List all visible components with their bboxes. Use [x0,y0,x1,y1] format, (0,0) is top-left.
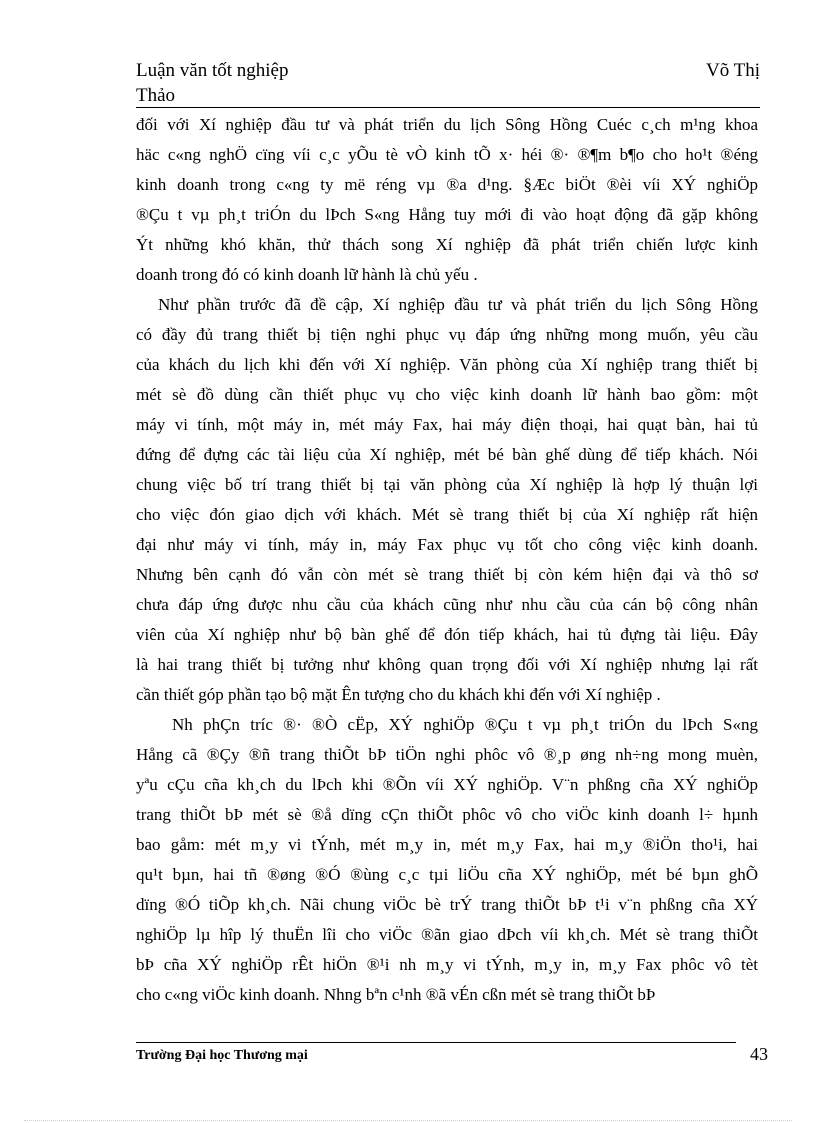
text-line: nghiÖp lµ hîp lý thuËn lîi cho viÖc ®ãn giao dÞch víi kh¸ch. Mét sè trang thiÕt [136,925,758,944]
text-line: Như phần trước đã đề cập, Xí nghiệp đầu tư và phát triển du lịch Sông Hồng [158,295,758,314]
text-line: ®Çu t vµ ph¸t triÓn du lÞch S«ng Hång tuy mới đi vào hoạt động đã gặp không [136,205,758,224]
page-number: 43 [750,1044,768,1064]
header-author: Võ Thị [705,60,760,81]
text-line: cần thiết góp phần tạo bộ mặt Ên tượng cho du khách khi đến với Xí nghiệp . [136,685,661,704]
text-line: đại như máy vi tính, máy in, máy Fax phục vụ tốt cho công việc kinh doanh. [136,535,758,554]
text-line: chưa đáp ứng được nhu cầu của khách cũng như nhu cầu của cán bộ công nhân [136,595,758,614]
text-line: cho c«ng viÖc kinh doanh. Nhng bªn c¹nh ®ã vÉn cßn mét sè trang thiÕt bÞ [136,985,656,1004]
text-line: Ýt những khó khăn, thử thách song Xí nghiệp đã phát triển chiến lược kinh [136,235,758,254]
text-line: Nhưng bên cạnh đó vẫn còn mét sè trang thiết bị còn kém hiện đại và thô sơ [136,565,758,584]
text-line: Hång cã ®Çy ®ñ trang thiÕt bÞ tiÖn nghi phôc vô ®¸p øng nh÷ng mong muèn, [136,745,758,764]
text-line: của khách du lịch khi đến với Xí nghiệp. Văn phòng của Xí nghiệp trang thiết bị [136,355,758,374]
footer-school: Trường Đại học Thương mại [136,1048,308,1063]
footer-divider [136,1042,736,1043]
text-line: đối với Xí nghiệp đầu tư và phát triển du lịch Sông Hồng Cuéc c¸ch m¹ng khoa [136,115,758,134]
text-line: dïng ®Ó tiÕp kh¸ch. Nãi chung viÖc bè trÝ trang thiÕt bÞ t¹i v¨n phßng cña XÝ [136,895,758,914]
text-line: häc c«ng nghÖ cïng víi c¸c yÕu tè vÒ kinh tÕ x· héi ®· ®¶m b¶o cho ho¹t ®éng [136,145,758,164]
text-line: máy vi tính, một máy in, mét máy Fax, hai máy điện thoại, hai quạt bàn, hai tủ [136,415,758,434]
text-line: mét sè đồ dùng cần thiết phục vụ cho việc kinh doanh lữ hành bao gồm: một [136,385,758,404]
header-divider [136,107,760,108]
header-title: Luận văn tốt nghiệp [136,60,289,81]
page-break-line [24,1120,792,1121]
text-line: doanh trong đó có kinh doanh lữ hành là chủ yếu . [136,265,478,284]
text-line: cho việc đón giao dịch với khách. Mét sè trang thiết bị của Xí nghiệp rất hiện [136,505,758,524]
text-line: bÞ cña XÝ nghiÖp rÊt hiÖn ®¹i nh m¸y vi tÝnh, m¸y in, m¸y Fax phôc vô tèt [136,955,758,974]
text-line: qu¹t bµn, hai tñ ®øng ®Ó ®ùng c¸c tµi liÖu cña XÝ nghiÖp, mét bé bµn ghÕ [136,865,758,884]
text-line: yªu cÇu cña kh¸ch du lÞch khi ®Õn víi XÝ nghiÖp. V¨n phßng cña XÝ nghiÖp [136,775,758,794]
text-line: đứng để đựng các tài liệu của Xí nghiệp, mét bé bàn ghế dùng để tiếp khách. Nói [136,445,758,464]
body-text [136,110,758,1010]
header-left [136,58,436,108]
text-line: bao gåm: mét m¸y vi tÝnh, mét m¸y in, mét m¸y Fax, hai m¸y ®iÖn tho¹i, hai [136,835,758,854]
text-line: viên của Xí nghiệp như bộ bàn ghế để đón tiếp khách, hai tủ đựng tài liệu. Đây [136,625,758,644]
text-line: Nh phÇn tríc ®· ®Ò cËp, XÝ nghiÖp ®Çu t vµ ph¸t triÓn du lÞch S«ng [172,715,758,734]
text-line: có đầy đủ trang thiết bị tiện nghi phục vụ đáp ứng những mong muốn, yêu cầu [136,325,758,344]
text-line: chung việc bố trí trang thiết bị tại văn phòng của Xí nghiệp là hợp lý thuận lợi [136,475,758,494]
text-line: kinh doanh trong c«ng ty më réng vµ ®a d¹ng. §Æc biÖt ®èi víi XÝ nghiÖp [136,175,758,194]
header-author-surname: Thảo [136,85,176,106]
text-line: trang thiÕt bÞ mét sè ®å dïng cÇn thiÕt phôc vô cho viÖc kinh doanh l÷ hµnh [136,805,758,824]
text-line: là hai trang thiết bị tưởng như không quan trọng đối với Xí nghiệp nhưng lại rất [136,655,758,674]
